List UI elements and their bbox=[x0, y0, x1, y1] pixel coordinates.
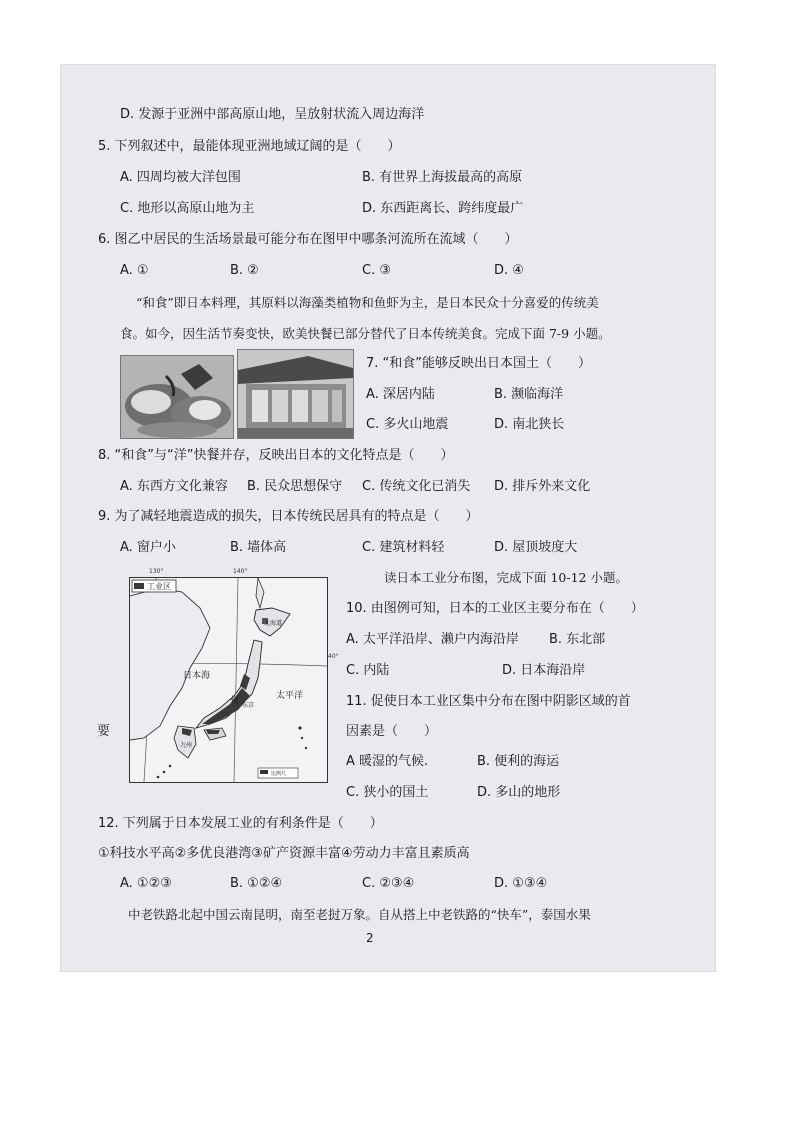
q9-option-a: A. 窗户小 bbox=[120, 540, 176, 555]
q7-option-d: D. 南北狭长 bbox=[494, 417, 565, 432]
q8-option-d: D. 排斥外来文化 bbox=[494, 479, 591, 494]
page-number: 2 bbox=[366, 931, 374, 945]
q5-option-d: D. 东西距离长、跨纬度最广 bbox=[362, 201, 524, 216]
map-label-pacific: 太平洋 bbox=[276, 691, 304, 701]
q6-option-c: C. ③ bbox=[362, 263, 391, 278]
q10-option-b: B. 东北部 bbox=[549, 632, 606, 647]
q12-stem: 12. 下列属于日本发展工业的有利条件是（ ） bbox=[98, 816, 383, 831]
q11-stem-line1: 11. 促使日本工业区集中分布在图中阴影区域的首 bbox=[346, 694, 631, 709]
q12-option-a: A. ①②③ bbox=[120, 876, 172, 891]
map-label-hokkaido: 北海道 bbox=[264, 620, 283, 627]
q9-option-b: B. 墙体高 bbox=[230, 540, 287, 555]
q7-stem: 7. “和食”能够反映出日本国土（ ） bbox=[366, 356, 592, 371]
q6-option-d: D. ④ bbox=[494, 263, 524, 278]
q9-option-d: D. 屋顶坡度大 bbox=[494, 540, 578, 555]
q5-option-c: C. 地形以高原山地为主 bbox=[120, 201, 255, 216]
q4-option-d: D. 发源于亚洲中部高原山地，呈放射状流入周边海洋 bbox=[120, 107, 425, 122]
q8-stem: 8. “和食”与“洋”快餐并存，反映出日本的文化特点是（ ） bbox=[98, 448, 454, 463]
q9-option-c: C. 建筑材料轻 bbox=[362, 540, 445, 555]
q7-option-b: B. 濒临海洋 bbox=[494, 387, 564, 402]
lon-tick-130: 130° bbox=[149, 568, 164, 575]
q11-option-b: B. 便利的海运 bbox=[477, 754, 560, 769]
map-legend-industrial: 工业区 bbox=[147, 582, 171, 591]
q9-stem: 9. 为了减轻地震造成的损失，日本传统民居具有的特点是（ ） bbox=[98, 509, 479, 524]
q6-option-a: A. ① bbox=[120, 263, 149, 278]
margin-char: 要 bbox=[97, 724, 111, 739]
map-label-sea-of-japan: 日本海 bbox=[183, 671, 211, 681]
passage-washoku-line2: 食。如今，因生活节奏变快，欧美快餐已部分替代了日本传统美食。完成下面 7-9 小题。 bbox=[120, 326, 611, 341]
q11-option-c: C. 狭小的国土 bbox=[346, 785, 429, 800]
q6-stem: 6. 图乙中居民的生活场景最可能分布在图甲中哪条河流所在流域（ ） bbox=[98, 232, 518, 247]
map-label-scale: 比例尺 bbox=[271, 771, 287, 777]
traditional-house-photo bbox=[237, 349, 354, 439]
q10-stem: 10. 由图例可知，日本的工业区主要分布在（ ） bbox=[346, 601, 644, 616]
q5-option-a: A. 四周均被大洋包围 bbox=[120, 170, 241, 185]
q8-option-a: A. 东西方文化兼容 bbox=[120, 479, 228, 494]
passage-washoku-line1: “和食”即日本料理，其原料以海藻类植物和鱼虾为主，是日本民众十分喜爱的传统美 bbox=[136, 295, 599, 310]
washoku-food-photo bbox=[120, 355, 234, 439]
q12-conditions: ①科技水平高②多优良港湾③矿产资源丰富④劳动力丰富且素质高 bbox=[98, 846, 470, 861]
q12-option-d: D. ①③④ bbox=[494, 876, 548, 891]
q6-option-b: B. ② bbox=[230, 263, 259, 278]
map-intro: 读日本工业分布图，完成下面 10-12 小题。 bbox=[384, 570, 628, 585]
map-label-honshu: 州 bbox=[230, 696, 240, 706]
q12-option-c: C. ②③④ bbox=[362, 876, 415, 891]
q5-option-b: B. 有世界上海拔最高的高原 bbox=[362, 170, 523, 185]
japan-industry-map bbox=[129, 577, 328, 783]
q11-option-a: A 暖湿的气候. bbox=[346, 754, 429, 769]
map-label-kyushu: 九州 bbox=[180, 742, 193, 749]
map-label-tokyo: 东京 bbox=[242, 702, 255, 709]
q10-option-d: D. 日本海沿岸 bbox=[502, 663, 586, 678]
q8-option-b: B. 民众思想保守 bbox=[247, 479, 343, 494]
q11-stem-line2: 因素是（ ） bbox=[346, 724, 438, 739]
q5-stem: 5. 下列叙述中，最能体现亚洲地域辽阔的是（ ） bbox=[98, 139, 401, 154]
q7-option-a: A. 深居内陆 bbox=[366, 387, 435, 402]
q7-option-c: C. 多火山地震 bbox=[366, 417, 449, 432]
q10-option-a: A. 太平洋沿岸、濑户内海沿岸 bbox=[346, 632, 519, 647]
q8-option-c: C. 传统文化已消失 bbox=[362, 479, 471, 494]
lat-tick-40: 40° bbox=[328, 653, 339, 660]
q10-option-c: C. 内陆 bbox=[346, 663, 390, 678]
q12-option-b: B. ①②④ bbox=[230, 876, 283, 891]
lon-tick-140: 140° bbox=[233, 568, 248, 575]
passage-railway: 中老铁路北起中国云南昆明，南至老挝万象。自从搭上中老铁路的“快车”，泰国水果 bbox=[128, 907, 591, 922]
q11-option-d: D. 多山的地形 bbox=[477, 785, 561, 800]
